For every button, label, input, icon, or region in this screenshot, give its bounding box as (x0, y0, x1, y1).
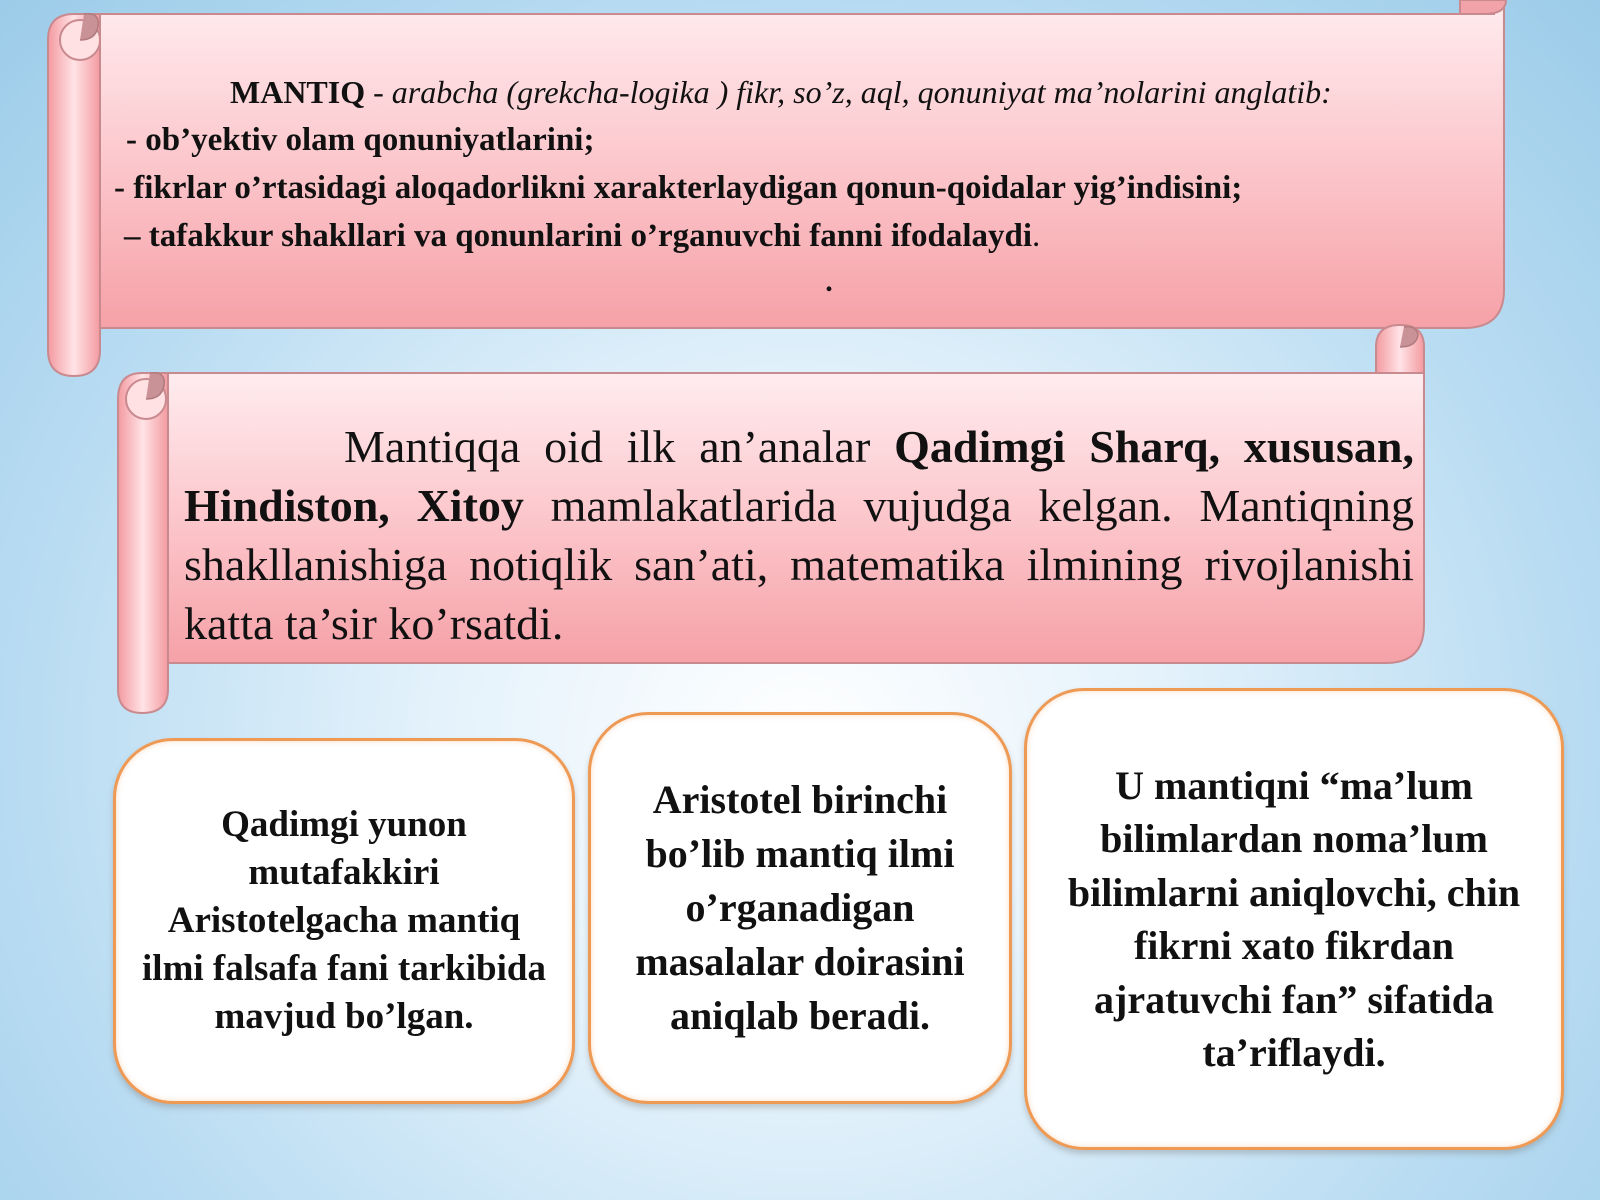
definition-point-text: – tafakkur shakllari va qonunlarini o’rganuvchi fanni ifodalaydi (124, 218, 1033, 254)
origins-part1: Mantiqqa oid ilk an’analar (344, 421, 895, 472)
definition-trailing-dot: . (825, 265, 833, 298)
origins-bold: Qadimgi Sharq, xususan, Hindiston, Xitoy (184, 421, 1414, 531)
definition-meaning: arabcha (grekcha-logika ) fikr, so’z, aql, qonuniyat ma’nolarini anglatib: (391, 74, 1332, 110)
definition-intro (114, 68, 1534, 116)
definition-point-last (114, 212, 1534, 260)
info-box-definition-quote (1024, 688, 1564, 1150)
definition-end-period: . (1032, 218, 1041, 254)
info-box-aristotle-first (588, 712, 1012, 1104)
definition-text (114, 68, 1534, 304)
info-box-text: Aristotel birinchi bo’lib mantiq ilmi o’rganadigan masalalar doirasini aniqlab beradi. (635, 777, 965, 1038)
definition-term: MANTIQ (230, 74, 366, 110)
origins-part2: mamlakatlarida vujudga kelgan. Mantiqning shakllanishiga notiqlik san’ati, matematika ilmining rivojlanishi katta ta’sir ko’rsatdi. (184, 480, 1414, 649)
definition-point: - fikrlar o’rtasidagi aloqadorlikni xarakterlaydigan qonun-qoidalar yig’indisini; (114, 170, 1243, 206)
origins-scroll (116, 325, 1458, 715)
definition-separator: - (365, 74, 392, 110)
definition-point: - ob’yektiv olam qonuniyatlarini; (126, 122, 595, 158)
info-box-text: U mantiqni “ma’lum bilimlardan noma’lum bilimlarni aniqlovchi, chin fikrni xato fikrdan ajratuvchi fan” sifatida ta’riflaydi. (1067, 762, 1521, 1075)
info-box-aristotle-before (113, 738, 575, 1104)
info-box-text: Qadimgi yunon mutafakkiri Aristotelgacha mantiq ilmi falsafa fani tarkibida mavjud bo’lgan. (142, 804, 546, 1037)
origins-text (184, 417, 1414, 653)
